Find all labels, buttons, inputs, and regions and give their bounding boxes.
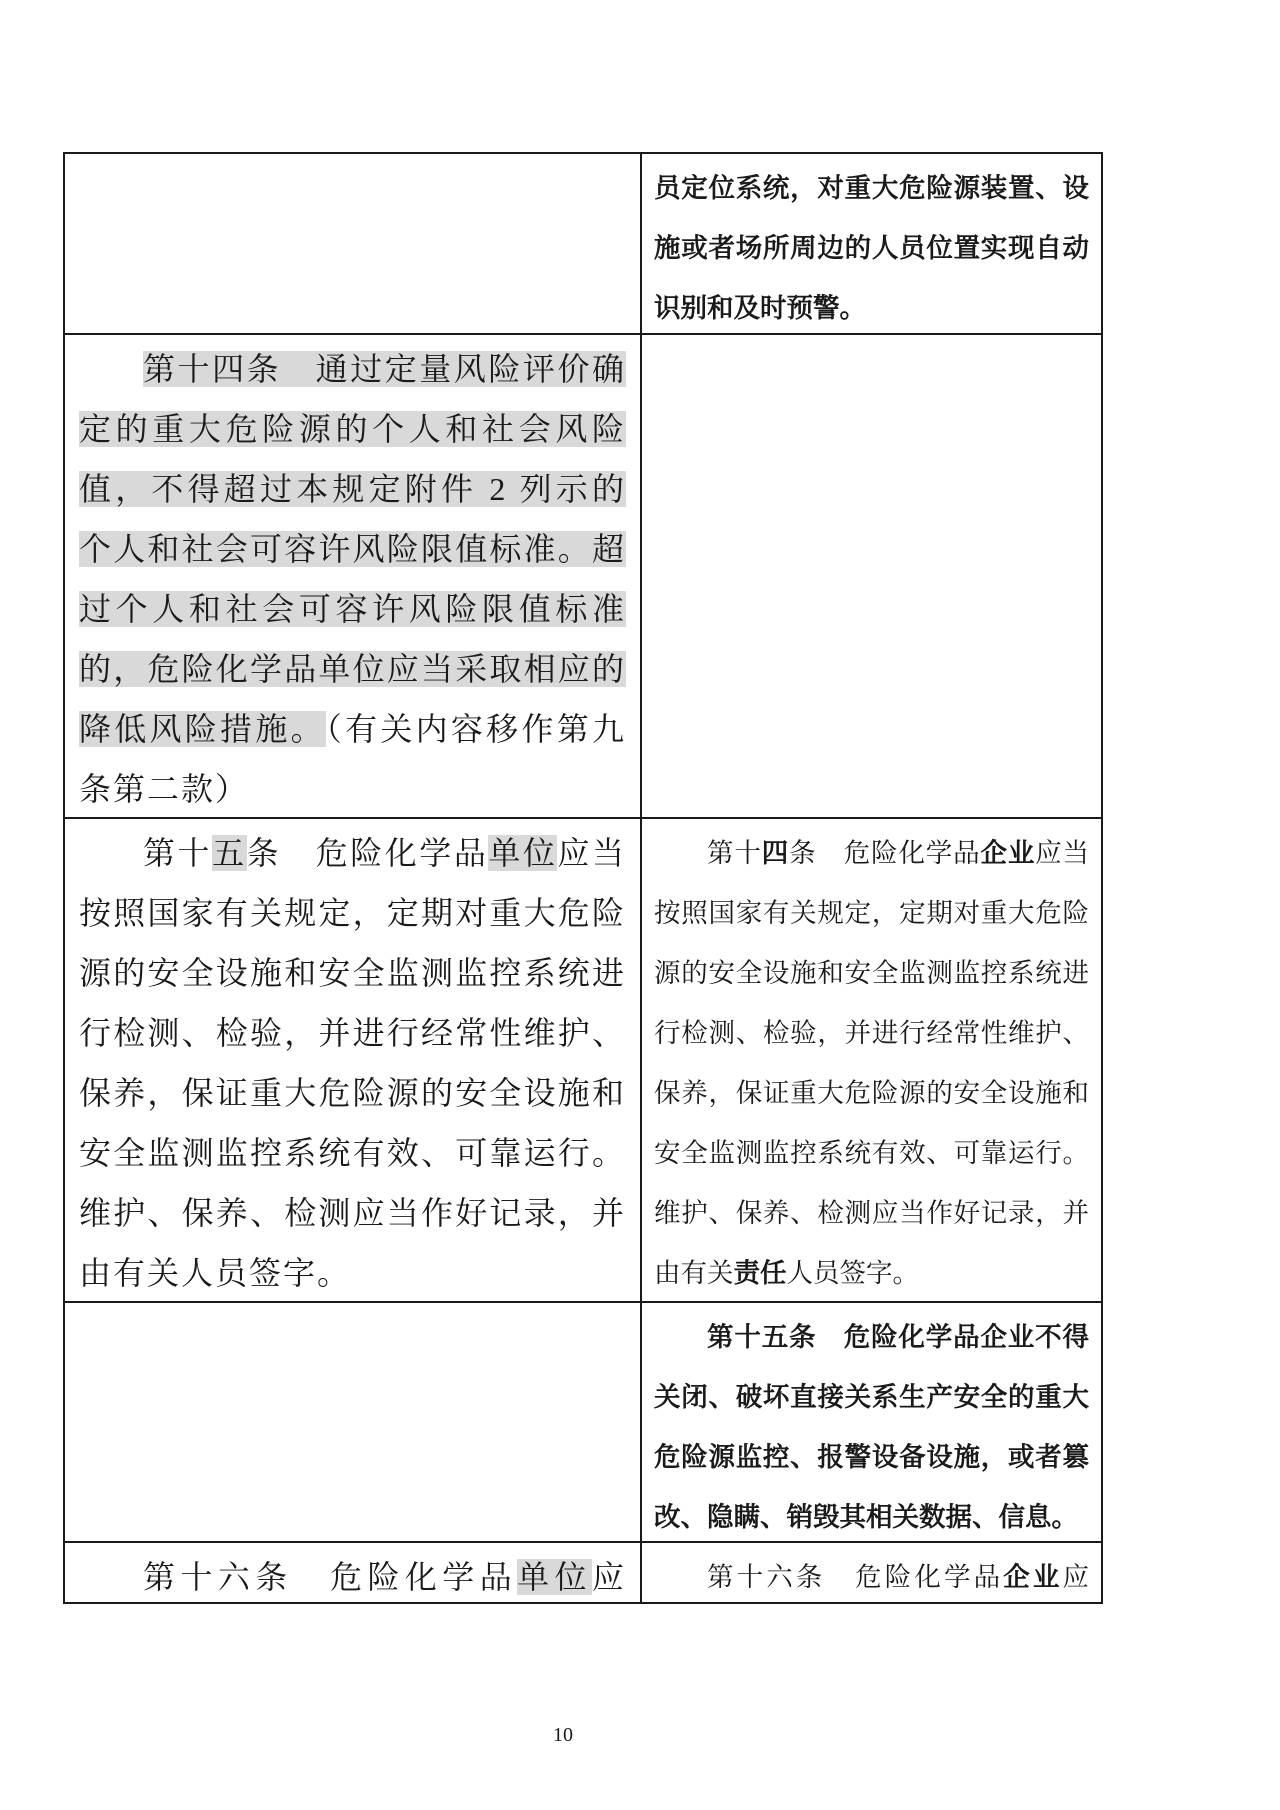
- text-segment-kai: 应: [591, 1559, 626, 1595]
- old-regulation-cell: [65, 335, 642, 817]
- text-segment-bold: 企业: [980, 838, 1036, 868]
- text-segment-bold: 责任: [733, 1258, 787, 1288]
- text-segment-kai: 第十: [143, 835, 213, 871]
- table-row: [65, 1543, 1101, 1602]
- text-segment-kai: （有关内容移作第九条第二款）: [79, 711, 626, 807]
- old-regulation-cell: [65, 819, 642, 1301]
- text-segment-kai: 条 危险化学品: [246, 835, 489, 871]
- old-regulation-cell: [65, 154, 642, 333]
- new-regulation-cell: [642, 1543, 1101, 1602]
- old-regulation-cell: [65, 1303, 642, 1541]
- table-row: [65, 819, 1101, 1303]
- table-row: [65, 154, 1101, 335]
- text-segment-kai: 第十六条 危险化学品: [143, 1559, 518, 1595]
- text-segment-bold: 员定位系统，对重大危险源装置、设施或者场所周边的人员位置实现自动识别和及时预警。: [654, 173, 1089, 323]
- page-number: 10: [553, 1724, 573, 1746]
- text-segment-bold: 四: [761, 838, 790, 868]
- text-segment-kai: 条 危险化学品: [789, 838, 981, 868]
- text-segment-kai: 人员签字。: [786, 1258, 919, 1288]
- text-segment-kai: 第十: [707, 838, 762, 868]
- text-segment-hl: 单位: [517, 1559, 592, 1595]
- new-regulation-cell: [642, 1303, 1101, 1541]
- regulation-comparison-table: [63, 152, 1103, 1604]
- text-segment-kai: 第十六条 危险化学品: [707, 1562, 1004, 1592]
- text-segment-hl: 单位: [488, 835, 558, 871]
- table-row: [65, 1303, 1101, 1543]
- text-segment-bold: 第十五条 危险化学品企业不得关闭、破坏直接关系生产安全的重大危险源监控、报警设备设施，或者篡改、隐瞒、销毁其相关数据、信息。: [654, 1322, 1089, 1532]
- new-regulation-cell: [642, 335, 1101, 817]
- new-regulation-cell: [642, 154, 1101, 333]
- text-segment-hl: 第十四条 通过定量风险评价确定的重大危险源的个人和社会风险值，不得超过本规定附件 2 列示的个人和社会可容许风险限值标准。超过个人和社会可容许风险限值标准的，危险化学品单位应当采取相应的降低风险措施。: [79, 351, 626, 747]
- text-segment-kai: 应当按照国家有关规定，定期对重大危险源的安全设施和安全监测监控系统进行检测、检验，并进行经常性维护、保养，保证重大危险源的安全设施和安全监测监控系统有效、可靠运行。维护、保养、检测应当作好记录，并由有关人员签字。: [79, 835, 626, 1291]
- text-segment-kai: 应当按照国家有关规定，定期对重大危险源的安全设施和安全监测监控系统进行检测、检验，并进行经常性维护、保养，保证重大危险源的安全设施和安全监测监控系统有效、可靠运行。维护、保养、检测应当作好记录，并由有关: [654, 838, 1090, 1288]
- text-segment-kai: 应: [1062, 1562, 1089, 1592]
- table-row: [65, 335, 1101, 819]
- old-regulation-cell: [65, 1543, 642, 1602]
- text-segment-bold: 企业: [1003, 1562, 1063, 1592]
- new-regulation-cell: [642, 819, 1101, 1301]
- text-segment-hl: 五: [212, 835, 247, 871]
